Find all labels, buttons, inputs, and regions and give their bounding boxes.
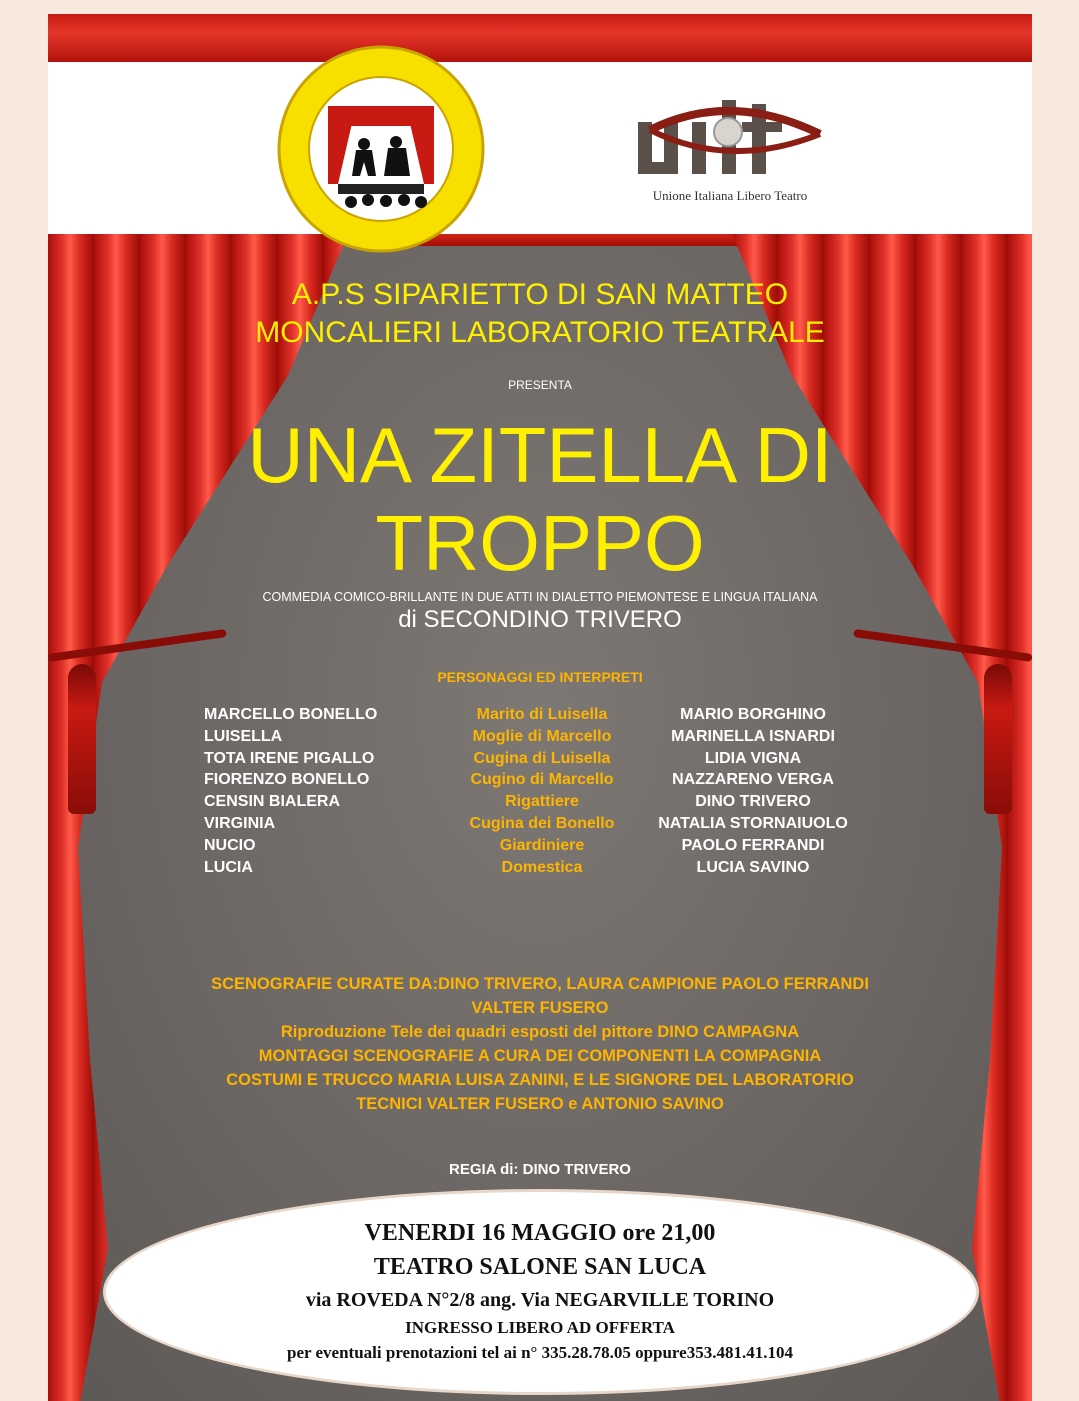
credits-block <box>48 972 1032 1116</box>
event-date-time: VENERDI 16 MAGGIO ore 21,00 <box>364 1220 716 1246</box>
cast-character: LUISELLA <box>204 727 283 745</box>
cast-role: Moglie di Marcello <box>472 727 612 745</box>
cast-performer: NATALIA STORNAIUOLO <box>658 814 848 832</box>
event-address: via ROVEDA N°2/8 ang. Via NEGARVILLE TORINO <box>305 1289 775 1311</box>
right-tassel-icon <box>984 664 1012 814</box>
cast-character: VIRGINIA <box>204 814 276 832</box>
title-line-2: TROPPO <box>375 499 705 587</box>
event-reservations: per eventuali prenotazioni tel ai n° 335.28.78.05 oppure353.481.41.104 <box>287 1343 793 1362</box>
credit-line: MONTAGGI SCENOGRAFIE A CURA DEI COMPONENTI LA COMPAGNIA <box>258 1047 822 1065</box>
sipariettto-seal-logo <box>276 44 486 254</box>
cast-performer: LIDIA VIGNA <box>704 749 802 767</box>
cast-character: NUCIO <box>204 836 256 854</box>
credit-line: VALTER FUSERO <box>471 999 609 1017</box>
cast-character: TOTA IRENE PIGALLO <box>204 749 375 767</box>
cast-performer: MARINELLA ISNARDI <box>671 727 835 745</box>
poster <box>48 14 1032 1401</box>
cast-role: Cugino di Marcello <box>470 771 614 789</box>
top-curtain-valance <box>48 14 1032 62</box>
author: di SECONDINO TRIVERO <box>398 606 682 633</box>
cast-characters-column <box>204 704 434 878</box>
cast-performers-column <box>628 704 878 878</box>
cast-role: Rigattiere <box>505 793 579 811</box>
subtitle: COMMEDIA COMICO-BRILLANTE IN DUE ATTI IN DIALETTO PIEMONTESE E LINGUA ITALIANA <box>262 590 818 604</box>
cast-heading: PERSONAGGI ED INTERPRETI <box>437 669 643 685</box>
uilt-caption: Unione Italiana Libero Teatro <box>652 188 808 203</box>
logo-band <box>48 62 1032 234</box>
regia-line: REGIA di: DINO TRIVERO <box>449 1161 631 1178</box>
credit-line: TECNICI VALTER FUSERO e ANTONIO SAVINO <box>356 1095 724 1113</box>
cast-role: Cugina di Luisella <box>473 749 611 767</box>
cast-character: FIORENZO BONELLO <box>204 771 370 789</box>
cast-role: Domestica <box>501 858 583 876</box>
presenta-label: PRESENTA <box>508 378 572 392</box>
org-line-2: MONCALIERI LABORATORIO TEATRALE <box>255 316 825 349</box>
cast-performer: MARIO BORGHINO <box>680 706 826 723</box>
left-tassel-icon <box>68 664 96 814</box>
credit-line: SCENOGRAFIE CURATE DA:DINO TRIVERO, LAURA CAMPIONE PAOLO FERRANDI <box>211 975 869 993</box>
cast-performer: DINO TRIVERO <box>695 793 811 811</box>
cast-character: CENSIN BIALERA <box>204 793 341 811</box>
credit-line: COSTUMI E TRUCCO MARIA LUISA ZANINI, E LE SIGNORE DEL LABORATORIO <box>226 1071 854 1089</box>
cast-role: Marito di Luisella <box>476 706 608 723</box>
cast-performer: NAZZARENO VERGA <box>672 771 834 789</box>
credit-line: Riproduzione Tele dei quadri esposti del pittore DINO CAMPAGNA <box>280 1023 800 1041</box>
org-line-1: A.P.S SIPARIETTO DI SAN MATTEO <box>291 278 789 311</box>
cast-performer: LUCIA SAVINO <box>696 858 810 876</box>
event-admission: INGRESSO LIBERO AD OFFERTA <box>405 1318 675 1337</box>
title-line-1: UNA ZITELLA DI <box>247 411 833 499</box>
cast-roles-column <box>432 704 652 878</box>
cast-role: Cugina dei Bonello <box>469 814 615 832</box>
cast-character: MARCELLO BONELLO <box>204 706 378 723</box>
cast-character: LUCIA <box>204 858 253 876</box>
cast-role: Giardiniere <box>499 836 585 854</box>
cast-performer: PAOLO FERRANDI <box>681 836 825 854</box>
event-venue: TEATRO SALONE SAN LUCA <box>373 1254 707 1280</box>
